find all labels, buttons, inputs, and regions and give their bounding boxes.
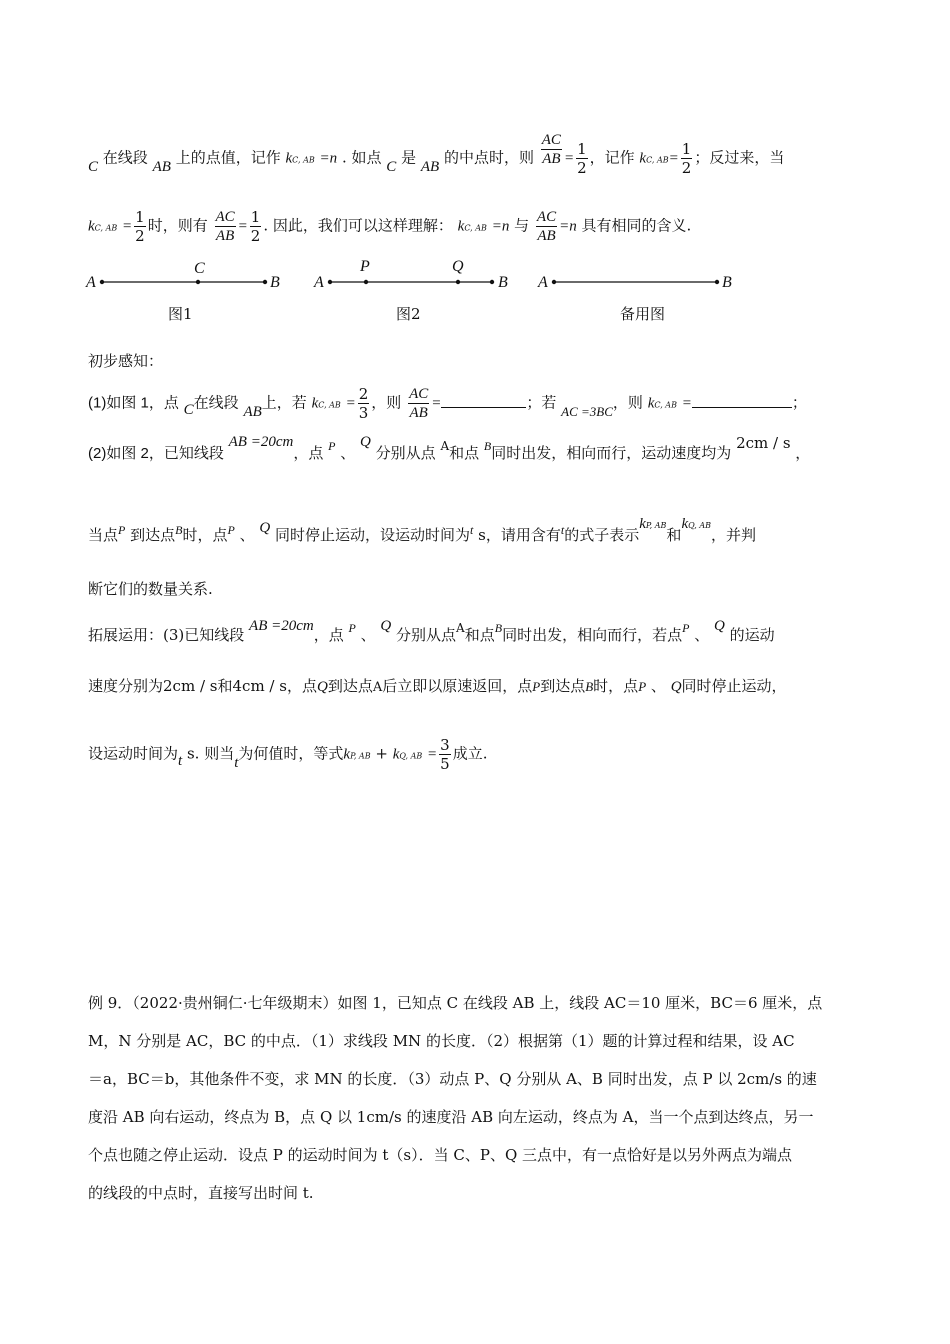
example-9-line-6: 的线段的中点时，直接写出时间 t. — [88, 1184, 314, 1202]
question-2-line-2: 当点$^P$ 到达点$^B$时，点$^P$ 、 Q 同时停止运动，设运动时间为$^t$ s，请用含有$^t$的式子表示kP, AB和kQ, AB，并判 — [88, 516, 757, 544]
text: 的中点时，则 — [443, 148, 534, 167]
text: 同时出发，相向而行，运动速度均为 — [491, 444, 732, 462]
text: 到达点 — [130, 526, 176, 544]
text: . 因此，我们可以这样理解： — [263, 216, 453, 235]
svg-text:A: A — [538, 274, 548, 291]
svg-text:P: P — [360, 258, 370, 275]
text: ，点 — [313, 626, 344, 644]
text: ，并判 — [711, 526, 757, 544]
example-9-line-2: M，N 分别是 AC，BC 的中点．（1）求线段 MN 的长度．（2）根据第（1）题的计算过程和结果，设 AC — [88, 1032, 795, 1050]
text: 、 — [340, 444, 356, 462]
figure-1 — [85, 260, 280, 291]
text: 设运动时间为 — [88, 744, 179, 763]
text: 同时停止运动，设运动时间为 — [275, 526, 471, 544]
text: . 如点 — [341, 148, 382, 167]
answer-blank-1[interactable] — [441, 395, 526, 408]
text: (2)如图 2，已知线段 — [88, 445, 224, 462]
intro-line-1: C 在线段 AB 上的点值，记作 kC, AB =n . 如点 C 是 AB 的中点时，则 $\frac{AC}{AB}$ = $\frac{1}{2}$ ，记作 kC, AB= $\frac{1}{2}$ ；反过来，当 — [88, 132, 785, 177]
text: 和 — [666, 526, 682, 544]
text: 上的点值，记作 — [175, 148, 281, 167]
text: 与 — [514, 216, 530, 235]
question-2-line-1: (2)如图 2，已知线段 AB =20cm，点 $^P$ 、 Q 分别从点 $^A$和点 $^B$同时出发，相向而行，运动速度均为 2cm / s ， — [88, 434, 811, 462]
text: 和点 — [449, 444, 480, 462]
text: 时，则有 — [147, 216, 208, 235]
figure-2-caption: 图2 — [396, 305, 421, 323]
text: 时，点 — [182, 526, 228, 544]
text: ，则 — [612, 393, 643, 412]
text: 当点 — [88, 526, 119, 544]
question-2-line-3: 断它们的数量关系. — [88, 580, 213, 598]
text: 具有相同的含义. — [581, 216, 692, 235]
text: (1)如图 1，点 — [88, 394, 179, 412]
example-9-line-5: 个点也随之停止运动．设点 P 的运动时间为 t（s）．当 C、P、Q 三点中，有一点恰好是以另外两点为端点 — [88, 1146, 793, 1164]
example-9-line-1: 例 9．（2022·贵州铜仁·七年级期末）如图 1，已知点 C 在线段 AB 上，线段 AC＝10 厘米，BC＝6 厘米，点 — [88, 994, 823, 1012]
svg-text:A: A — [314, 274, 324, 291]
text: 和 — [217, 677, 233, 695]
text: 和点 — [464, 626, 495, 644]
figure-2 — [313, 258, 508, 291]
text: ，则 — [371, 393, 402, 412]
text: 时，点 — [593, 677, 639, 695]
text: 速度分别为 — [88, 677, 164, 695]
question-3-line-1: 拓展运用：(3)已知线段 AB =20cm，点 $^P$ 、 Q 分别从点$^A$和点$^B$同时出发，相向而行，若点$^P$ 、 Q 的运动 — [88, 618, 775, 644]
text: . 则当 — [194, 744, 235, 763]
figure-1-caption: 图1 — [168, 305, 193, 323]
answer-blank-2[interactable] — [692, 395, 792, 408]
text: ；若 — [526, 393, 557, 412]
question-3-line-2: 速度分别为2cm / s和4cm / s，点Q到达点A后立即以原速返回，点P到达点B时，点P 、 Q同时停止运动， — [88, 677, 787, 695]
section-title: 初步感知： — [88, 352, 164, 370]
example-9-line-3: ＝a，BC＝b，其他条件不变，求 MN 的长度．（3）动点 P、Q 分别从 A、B 同时出发，点 P 以 2cm/s 的速 — [88, 1070, 817, 1088]
figure-3 — [537, 274, 732, 291]
svg-text:B: B — [722, 274, 732, 291]
figure-3-caption: 备用图 — [620, 305, 666, 323]
text: 同时停止运动， — [681, 677, 787, 695]
text: 上，若 — [261, 393, 307, 412]
segment-figures — [0, 255, 950, 300]
intro-line-2: kC, AB = $\frac{1}{2}$ 时，则有 $\frac{AC}{AB}$ = $\frac{1}{2}$ . 因此，我们可以这样理解： kC, AB =n 与 $\frac{AC}{AB}$ =n 具有相同的含义. — [88, 208, 692, 245]
text: ，点 — [293, 444, 324, 462]
text: 同时出发，相向而行，若点 — [502, 626, 683, 644]
svg-text:Q: Q — [452, 258, 464, 275]
text: ，请用含有 — [485, 526, 561, 544]
svg-text:C: C — [194, 260, 205, 277]
text: 的运动 — [729, 626, 775, 644]
svg-text:B: B — [270, 274, 280, 291]
text: ，点 — [286, 677, 317, 695]
text: 在线段 — [102, 148, 148, 167]
text: 到达点 — [327, 677, 373, 695]
text: 后立即以原速返回，点 — [382, 677, 533, 695]
example-9-line-4: 度沿 AB 向右运动，终点为 B，点 Q 以 1cm/s 的速度沿 AB 向左运动，终点为 A，当一个点到达终点，另一 — [88, 1108, 814, 1126]
text: ，记作 — [589, 148, 635, 167]
text: 分别从点 — [396, 626, 457, 644]
text: ；反过来，当 — [694, 148, 785, 167]
svg-text:B: B — [498, 274, 508, 291]
text: 的式子表示 — [564, 526, 640, 544]
text: 分别从点 — [375, 444, 436, 462]
svg-text:A: A — [86, 274, 96, 291]
text: 成立. — [452, 744, 488, 763]
text: 到达点 — [540, 677, 586, 695]
question-1: (1)如图 1，点 C在线段 AB上，若 kC, AB = $\frac{2}{3}$ ，则 $\frac{AC}{AB}$ = ；若 AC =3BC，则 kC, AB = ； — [88, 385, 807, 422]
text: 是 — [401, 148, 417, 167]
text: 在线段 — [193, 393, 239, 412]
text: 拓展运用：(3)已知线段 — [88, 626, 245, 644]
question-3-line-3: 设运动时间为t s. 则当t为何值时，等式kP, AB + kQ, AB = $\frac{3}{5}$ 成立. — [88, 736, 488, 773]
text: 为何值时，等式 — [238, 744, 344, 763]
